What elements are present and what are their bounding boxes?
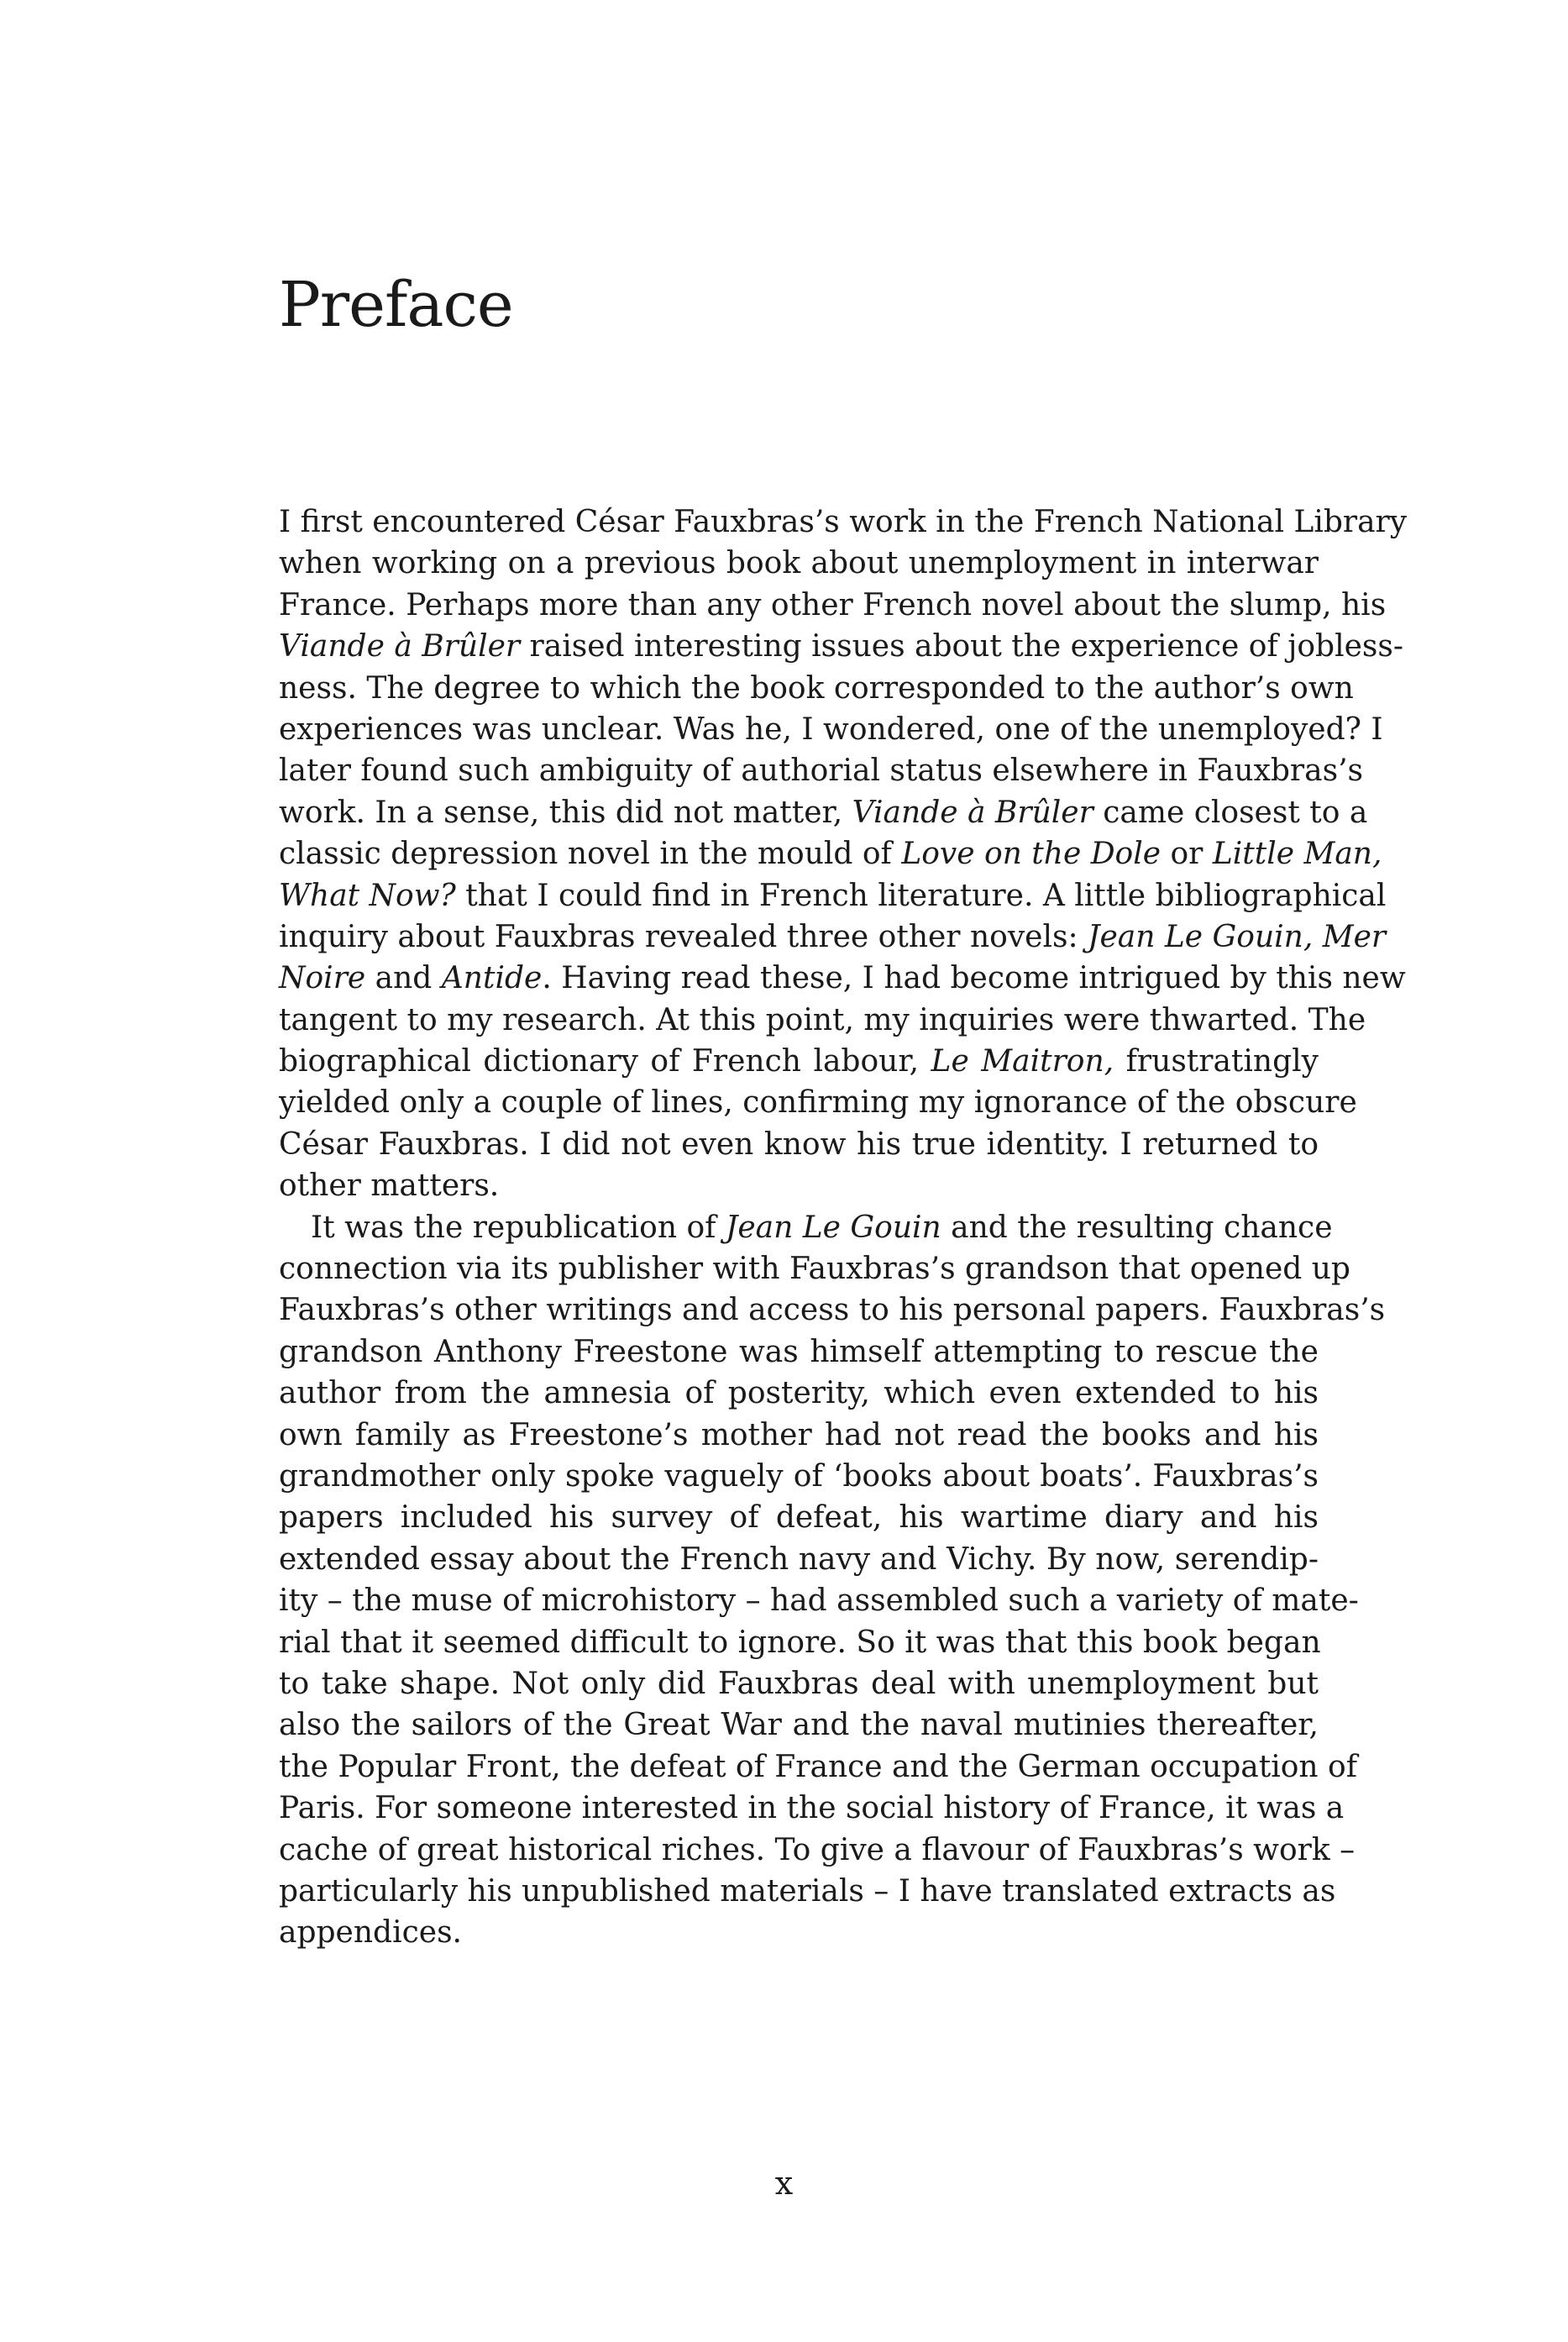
text-segment: inquiry about Fauxbras revealed three other novels:	[279, 919, 1088, 954]
text-segment: or	[1161, 837, 1213, 872]
text-segment: ity – the muse of microhistory – had assembled such a variety of mate-	[279, 1583, 1359, 1619]
text-line	[279, 1000, 1366, 1041]
text-segment: other matters.	[279, 1168, 500, 1204]
text-segment: tangent to my research. At this point, my inquiries were thwarted. The	[279, 1002, 1366, 1037]
text-segment: grandson Anthony Freestone was himself attempting to rescue the	[279, 1334, 1319, 1369]
text-line	[279, 833, 1382, 874]
text-segment: extended essay about the French navy and Vichy. By now, serendip-	[279, 1541, 1319, 1577]
text-segment: . Having read these, I had become intrigued by this new	[542, 961, 1406, 996]
text-segment: papers included his survey of defeat, his wartime diary and his	[279, 1500, 1319, 1536]
text-line	[279, 1746, 1358, 1788]
text-line	[279, 1497, 1319, 1538]
text-segment: to take shape. Not only did Fauxbras deal with unemployment but	[279, 1666, 1319, 1701]
text-line	[279, 1331, 1319, 1373]
text-line	[279, 1124, 1319, 1165]
text-segment: Jean Le Gouin, Mer	[1088, 919, 1387, 954]
text-segment: experiences was unclear. Was he, I wondered, one of the unemployed? I	[279, 712, 1383, 747]
text-segment: Love on the Dole	[901, 837, 1162, 872]
text-segment: Little Man,	[1212, 837, 1382, 872]
text-line	[279, 501, 1408, 543]
text-segment: connection via its publisher with Fauxbras’s grandson that opened up	[279, 1252, 1350, 1287]
text-line	[279, 1580, 1359, 1621]
text-segment: Viande à Brûler	[279, 629, 521, 664]
text-segment: Fauxbras’s other writings and access to his personal papers. Fauxbras’s	[279, 1293, 1386, 1328]
text-line	[279, 1289, 1386, 1331]
text-segment: Noire	[279, 961, 366, 996]
text-line	[279, 958, 1406, 999]
text-line	[279, 750, 1363, 791]
text-segment: came closest to a	[1093, 795, 1368, 830]
text-line	[279, 1830, 1356, 1871]
text-segment: particularly his unpublished materials – I have translated extracts as	[279, 1873, 1336, 1909]
text-line	[279, 1041, 1319, 1082]
text-line	[279, 875, 1387, 916]
text-segment: later found such ambiguity of authorial status elsewhere in Fauxbras’s	[279, 754, 1363, 789]
text-line	[279, 1704, 1319, 1746]
text-line	[279, 1248, 1350, 1289]
text-segment: grandmother only spoke vaguely of ‘books about boats’. Fauxbras’s	[279, 1458, 1319, 1494]
text-segment: cache of great historical riches. To give a flavour of Fauxbras’s work –	[279, 1832, 1356, 1867]
text-line	[279, 1415, 1319, 1456]
text-segment: It was the republication of	[311, 1210, 726, 1245]
text-segment: and the resulting chance	[941, 1210, 1333, 1245]
preface-body	[279, 501, 1408, 1954]
text-segment: Le Maitron,	[931, 1044, 1114, 1079]
text-segment: César Fauxbras. I did not even know his true identity. I returned to	[279, 1126, 1319, 1162]
text-segment: Antide	[441, 961, 543, 996]
text-line	[279, 668, 1354, 709]
text-segment: author from the amnesia of posterity, which even extended to his	[279, 1376, 1319, 1411]
text-line	[279, 1788, 1345, 1829]
text-line	[279, 1373, 1319, 1414]
text-line	[279, 1207, 1333, 1248]
text-segment: work. In a sense, this did not matter,	[279, 795, 852, 830]
page-title: Preface	[279, 269, 513, 341]
text-segment: raised interesting issues about the experience of jobless-	[520, 629, 1404, 664]
text-line	[279, 543, 1319, 584]
text-segment: ness. The degree to which the book corresponded to the author’s own	[279, 670, 1354, 706]
text-segment: rial that it seemed difficult to ignore. So it was that this book began	[279, 1625, 1321, 1660]
text-segment: own family as Freestone’s mother had not read the books and his	[279, 1417, 1319, 1452]
text-segment: Paris. For someone interested in the social history of France, it was a	[279, 1791, 1345, 1826]
paragraph	[279, 1207, 1386, 1954]
page-number: x	[774, 2165, 794, 2202]
text-segment: classic depression novel in the mould of	[279, 837, 902, 872]
text-segment: the Popular Front, the defeat of France and the German occupation of	[279, 1749, 1358, 1784]
text-line	[279, 916, 1387, 958]
text-line	[279, 792, 1368, 833]
text-line	[279, 626, 1404, 667]
text-segment: I first encountered César Fauxbras’s work in the French National Library	[279, 505, 1408, 539]
text-segment: and	[365, 961, 442, 996]
text-line	[279, 709, 1383, 750]
text-line	[279, 585, 1387, 626]
text-segment: biographical dictionary of French labour,	[279, 1044, 931, 1079]
paragraph	[279, 501, 1408, 1207]
text-line	[279, 1663, 1319, 1704]
text-line	[279, 1622, 1319, 1663]
text-line	[279, 1165, 1319, 1206]
text-segment: when working on a previous book about unemployment in interwar	[279, 546, 1319, 581]
text-segment: yielded only a couple of lines, confirming my ignorance of the obscure	[279, 1085, 1357, 1121]
text-line	[279, 1082, 1357, 1123]
text-segment: What Now?	[279, 878, 456, 913]
text-line	[279, 1871, 1336, 1912]
text-segment: also the sailors of the Great War and the naval mutinies thereafter,	[279, 1708, 1319, 1743]
text-line	[279, 1912, 1319, 1953]
text-segment: Jean Le Gouin	[725, 1210, 941, 1245]
text-line	[279, 1539, 1319, 1580]
text-segment: Viande à Brûler	[852, 795, 1093, 830]
text-line	[279, 1456, 1319, 1497]
text-segment: frustratingly	[1114, 1044, 1319, 1079]
text-segment: France. Perhaps more than any other French novel about the slump, his	[279, 587, 1387, 622]
text-segment: that I could find in French literature. A little bibliographical	[455, 878, 1387, 913]
text-segment: appendices.	[279, 1915, 462, 1951]
